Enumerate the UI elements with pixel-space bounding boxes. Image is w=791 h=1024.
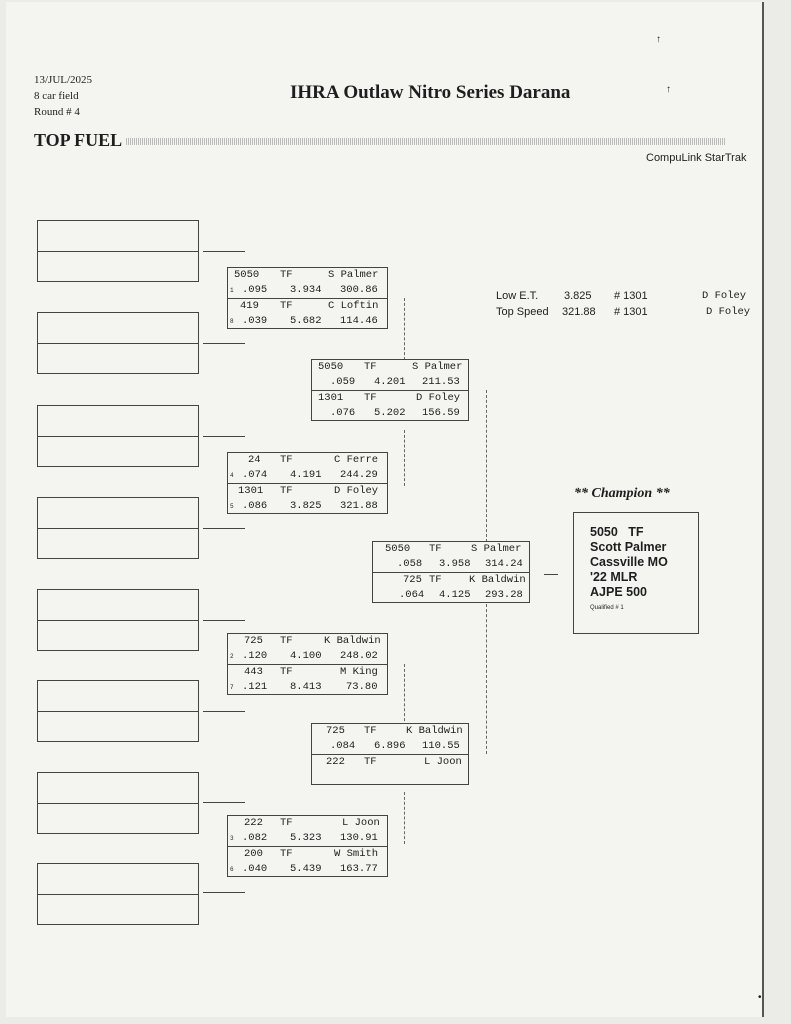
top-speed-car: # 1301 <box>614 306 648 318</box>
entry-box <box>37 220 199 282</box>
lane-bottom <box>312 754 468 785</box>
connector-line <box>203 528 245 529</box>
elapsed-time: 3.958 <box>439 558 471 570</box>
elapsed-time: 4.201 <box>374 376 406 388</box>
bracket-line <box>486 390 487 542</box>
class-code: TF <box>280 454 293 466</box>
class-code: TF <box>280 300 293 312</box>
class-code: TF <box>280 817 293 829</box>
round1-match-2 <box>227 452 388 514</box>
car-number: 24 <box>248 454 261 466</box>
entry-box <box>37 497 199 559</box>
entry-box <box>37 772 199 834</box>
speed: 300.86 <box>340 284 378 296</box>
class-code: TF <box>280 666 293 678</box>
elapsed-time: 5.202 <box>374 407 406 419</box>
reaction-time: .084 <box>330 740 356 752</box>
connector-line <box>203 620 245 621</box>
lane-top <box>228 634 387 664</box>
reaction-time: .076 <box>330 407 356 419</box>
class-code: TF <box>364 725 377 737</box>
connector-line <box>203 251 245 252</box>
reaction-time: .040 <box>242 863 268 875</box>
lane-bottom <box>228 664 387 695</box>
speed: 321.88 <box>340 500 378 512</box>
speed: 211.53 <box>422 376 460 388</box>
reaction-time: .086 <box>242 500 268 512</box>
driver-name: M King <box>340 666 378 678</box>
champion-chassis: '22 MLR <box>590 570 638 584</box>
class-code: TF <box>364 756 377 768</box>
driver-name: D Foley <box>416 392 461 404</box>
top-speed-driver: D Foley <box>706 306 751 318</box>
class-code: TF <box>364 392 377 404</box>
connector-line <box>203 802 245 803</box>
class-code: TF <box>280 269 293 281</box>
low-et-car: # 1301 <box>614 290 648 302</box>
semifinal-match-2 <box>311 723 469 785</box>
low-et-label: Low E.T. <box>496 290 539 302</box>
lane-top <box>312 360 468 390</box>
entry-box <box>37 589 199 651</box>
lane-top <box>228 268 387 298</box>
reaction-time: .059 <box>330 376 356 388</box>
round1-match-1 <box>227 267 388 329</box>
round1-match-3 <box>227 633 388 695</box>
class-code: TF <box>364 361 377 373</box>
champion-hometown: Cassville MO <box>590 555 668 569</box>
speed: 314.24 <box>485 558 523 570</box>
round-number: Round # 4 <box>34 106 80 118</box>
seed: 8 <box>230 318 234 325</box>
champion-qualified: Qualified # 1 <box>590 605 624 611</box>
reaction-time: .074 <box>242 469 268 481</box>
lane-bottom <box>228 483 387 514</box>
lane-top <box>228 453 387 483</box>
seed: 4 <box>230 472 234 479</box>
top-speed-value: 321.88 <box>562 306 596 318</box>
reaction-time: .039 <box>242 315 268 327</box>
lane-bottom <box>228 846 387 877</box>
connector-line <box>203 436 245 437</box>
driver-name: L Joon <box>342 817 380 829</box>
car-number: 1301 <box>238 485 264 497</box>
speed: 110.55 <box>422 740 460 752</box>
lane-top <box>228 816 387 846</box>
field-size: 8 car field <box>34 90 79 102</box>
connector-line <box>203 892 245 893</box>
car-number: 5050 <box>318 361 344 373</box>
connector-line <box>544 574 558 575</box>
car-number: 725 <box>244 635 263 647</box>
elapsed-time: 4.125 <box>439 589 471 601</box>
dot-mark: • <box>758 992 762 1003</box>
top-speed-label: Top Speed <box>496 306 549 318</box>
elapsed-time: 3.825 <box>290 500 322 512</box>
speed: 293.28 <box>485 589 523 601</box>
class-code: TF <box>280 635 293 647</box>
driver-name: W Smith <box>334 848 379 860</box>
seed: 1 <box>230 287 234 294</box>
class-code: TF <box>429 543 442 555</box>
champion-box <box>573 512 699 634</box>
entry-box <box>37 405 199 467</box>
elapsed-time: 6.896 <box>374 740 406 752</box>
driver-name: S Palmer <box>471 543 522 555</box>
low-et-value: 3.825 <box>564 290 592 302</box>
car-number: 5050 <box>385 543 411 555</box>
semifinal-match-1 <box>311 359 469 421</box>
car-number: 222 <box>244 817 263 829</box>
class-title: TOP FUEL <box>34 130 123 150</box>
speed: 73.80 <box>346 681 378 693</box>
car-number: 443 <box>244 666 263 678</box>
entry-box <box>37 312 199 374</box>
event-date: 13/JUL/2025 <box>34 74 93 86</box>
elapsed-time: 5.439 <box>290 863 322 875</box>
seed: 5 <box>230 503 234 510</box>
seed: 6 <box>230 866 234 873</box>
bracket-line <box>486 604 487 754</box>
lane-bottom <box>228 298 387 329</box>
driver-name: C Loftin <box>328 300 379 312</box>
car-number: 419 <box>240 300 259 312</box>
elapsed-time: 3.934 <box>290 284 322 296</box>
connector-line <box>203 343 245 344</box>
car-number: 222 <box>326 756 345 768</box>
speed: 156.59 <box>422 407 460 419</box>
speed: 114.46 <box>340 315 378 327</box>
speed: 130.91 <box>340 832 378 844</box>
driver-name: S Palmer <box>328 269 379 281</box>
driver-name: K Baldwin <box>324 635 381 647</box>
driver-name: S Palmer <box>412 361 463 373</box>
lane-top <box>373 542 529 572</box>
driver-name: L Joon <box>424 756 462 768</box>
champion-car: 5050 TF <box>590 525 644 539</box>
driver-name: K Baldwin <box>469 574 526 586</box>
champion-label: ** Champion ** <box>574 486 670 501</box>
lane-top <box>312 724 468 754</box>
seed: 7 <box>230 684 234 691</box>
final-match <box>372 541 530 603</box>
seed: 2 <box>230 653 234 660</box>
reaction-time: .095 <box>242 284 268 296</box>
class-code: TF <box>280 848 293 860</box>
speed: 244.29 <box>340 469 378 481</box>
lane-bottom <box>373 572 529 603</box>
driver-name: K Baldwin <box>406 725 463 737</box>
elapsed-time: 8.413 <box>290 681 322 693</box>
arrow-mark: ↑ <box>666 84 671 95</box>
driver-name: C Ferre <box>334 454 379 466</box>
speed: 163.77 <box>340 863 378 875</box>
low-et-driver: D Foley <box>702 290 747 302</box>
car-number: 725 <box>403 574 422 586</box>
bracket-line <box>404 430 405 486</box>
event-title: IHRA Outlaw Nitro Series Darana <box>290 82 571 103</box>
reaction-time: .064 <box>399 589 425 601</box>
elapsed-time: 5.682 <box>290 315 322 327</box>
elapsed-time: 5.323 <box>290 832 322 844</box>
arrow-mark: ↑ <box>656 34 661 45</box>
car-number: 1301 <box>318 392 344 404</box>
event-info <box>34 72 92 120</box>
bracket-line <box>404 664 405 726</box>
class-code: TF <box>429 574 442 586</box>
car-number: 200 <box>244 848 263 860</box>
car-number: 725 <box>326 725 345 737</box>
seed: 3 <box>230 835 234 842</box>
bracket-sheet <box>6 2 764 1017</box>
reaction-time: .082 <box>242 832 268 844</box>
champion-engine: AJPE 500 <box>590 585 647 599</box>
champion-driver: Scott Palmer <box>590 540 667 554</box>
car-number: 5050 <box>234 269 260 281</box>
elapsed-time: 4.100 <box>290 650 322 662</box>
entry-box <box>37 680 199 742</box>
bracket-line <box>404 298 405 360</box>
entry-box <box>37 863 199 925</box>
bracket-line <box>404 792 405 844</box>
reaction-time: .120 <box>242 650 268 662</box>
brand-label: CompuLink StarTrak <box>646 152 747 164</box>
class-code: TF <box>280 485 293 497</box>
reaction-time: .058 <box>397 558 423 570</box>
driver-name: D Foley <box>334 485 379 497</box>
connector-line <box>203 711 245 712</box>
elapsed-time: 4.191 <box>290 469 322 481</box>
title-divider <box>126 138 726 145</box>
reaction-time: .121 <box>242 681 268 693</box>
lane-bottom <box>312 390 468 421</box>
round1-match-4 <box>227 815 388 877</box>
speed: 248.02 <box>340 650 378 662</box>
